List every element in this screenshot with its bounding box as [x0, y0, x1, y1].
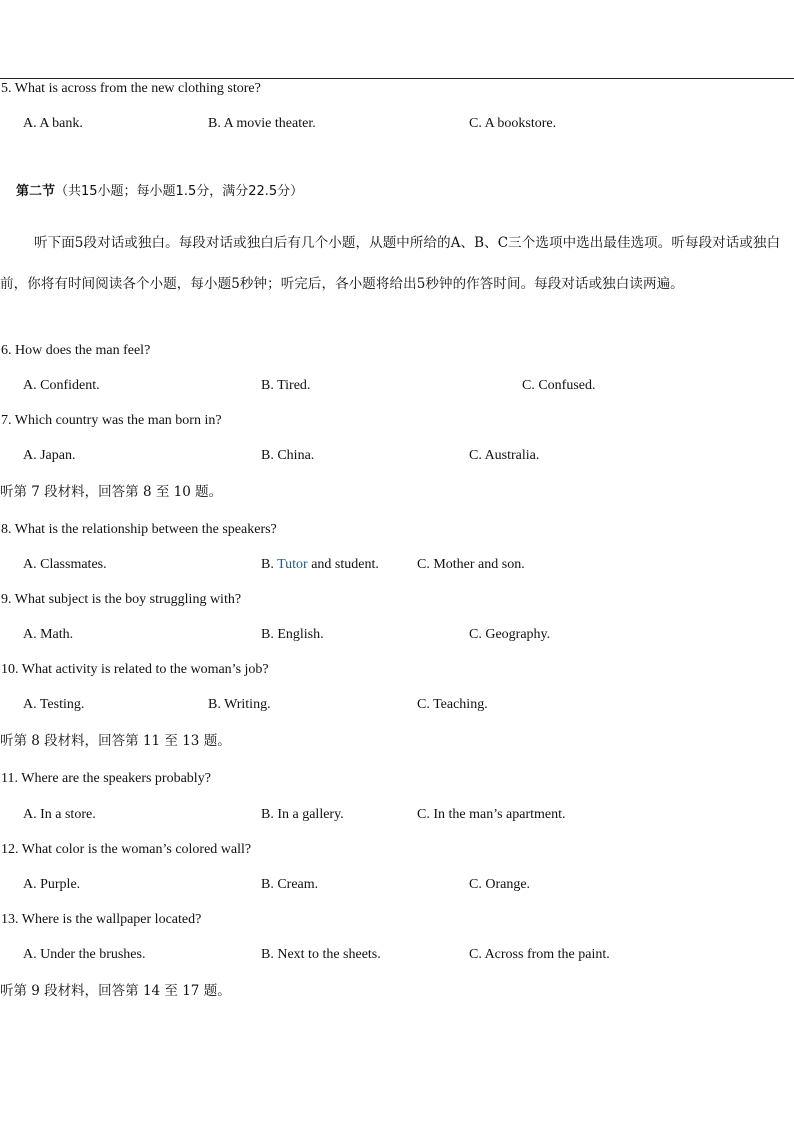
q8-option-b-suffix: and student.: [307, 557, 379, 572]
q9-option-a: A. Math.: [23, 627, 74, 642]
q13-option-c: C. Across from the paint.: [469, 947, 610, 962]
q12-option-b: B. Cream.: [261, 877, 319, 892]
material-9-instruction: 听第 9 段材料，回答第 14 至 17 题。: [0, 983, 231, 999]
q6-option-c: C. Confused.: [522, 378, 596, 393]
question-7: 7. Which country was the man born in?: [1, 413, 222, 428]
q5-option-c: C. A bookstore.: [469, 116, 557, 131]
q11-option-c: C. In the man’s apartment.: [417, 807, 566, 822]
q8-option-a: A. Classmates.: [23, 557, 107, 572]
question-12: 12. What color is the woman’s colored wall?: [1, 842, 252, 857]
q11-option-a: A. In a store.: [23, 807, 96, 822]
question-9: 9. What subject is the boy struggling with?: [1, 592, 242, 607]
q7-option-b: B. China.: [261, 448, 315, 463]
q9-option-c: C. Geography.: [469, 627, 551, 642]
q5-option-a: A. A bank.: [23, 116, 83, 131]
q10-option-b: B. Writing.: [208, 697, 271, 712]
question-6: 6. How does the man feel?: [1, 343, 151, 358]
q9-option-b: B. English.: [261, 627, 324, 642]
q10-option-c: C. Teaching.: [417, 697, 488, 712]
material-7-instruction: 听第 7 段材料，回答第 8 至 10 题。: [0, 484, 223, 500]
q8-option-b-prefix: B.: [261, 557, 278, 572]
q7-option-a: A. Japan.: [23, 448, 76, 463]
question-5: 5. What is across from the new clothing store?: [1, 81, 261, 96]
q8-option-b: [261, 556, 379, 574]
top-divider: [0, 78, 794, 79]
question-8: 8. What is the relationship between the speakers?: [1, 522, 277, 537]
section-scoring-note: （共15小题；每小题1.5分，满分22.5分）: [55, 184, 304, 199]
q8-option-c: C. Mother and son.: [417, 557, 525, 572]
section-title: 第二节: [16, 184, 56, 199]
q6-option-b: B. Tired.: [261, 378, 311, 393]
q5-option-b: B. A movie theater.: [208, 116, 316, 131]
question-13: 13. Where is the wallpaper located?: [1, 912, 202, 927]
q10-option-a: A. Testing.: [23, 697, 85, 712]
q13-option-b: B. Next to the sheets.: [261, 947, 381, 962]
q11-option-b: B. In a gallery.: [261, 807, 344, 822]
question-11: 11. Where are the speakers probably?: [1, 771, 211, 786]
q12-option-a: A. Purple.: [23, 877, 81, 892]
section-heading: [16, 183, 303, 201]
q6-option-a: A. Confident.: [23, 378, 100, 393]
q13-option-a: A. Under the brushes.: [23, 947, 146, 962]
section-instructions: 听下面5段对话或独白。每段对话或独白后有几个小题，从题中所给的A、B、C三个选项中选出最佳选项。听每段对话或独白前，你将有时间阅读各个小题，每小题5秒钟；听完后，各小题将给出5秒钟的作答时间。每段对话或独白读两遍。: [0, 235, 781, 292]
material-8-instruction: 听第 8 段材料，回答第 11 至 13 题。: [0, 733, 231, 749]
q7-option-c: C. Australia.: [469, 448, 540, 463]
q8-option-b-highlight: Tutor: [277, 557, 308, 572]
q12-option-c: C. Orange.: [469, 877, 531, 892]
question-10: 10. What activity is related to the woman’s job?: [1, 662, 269, 677]
